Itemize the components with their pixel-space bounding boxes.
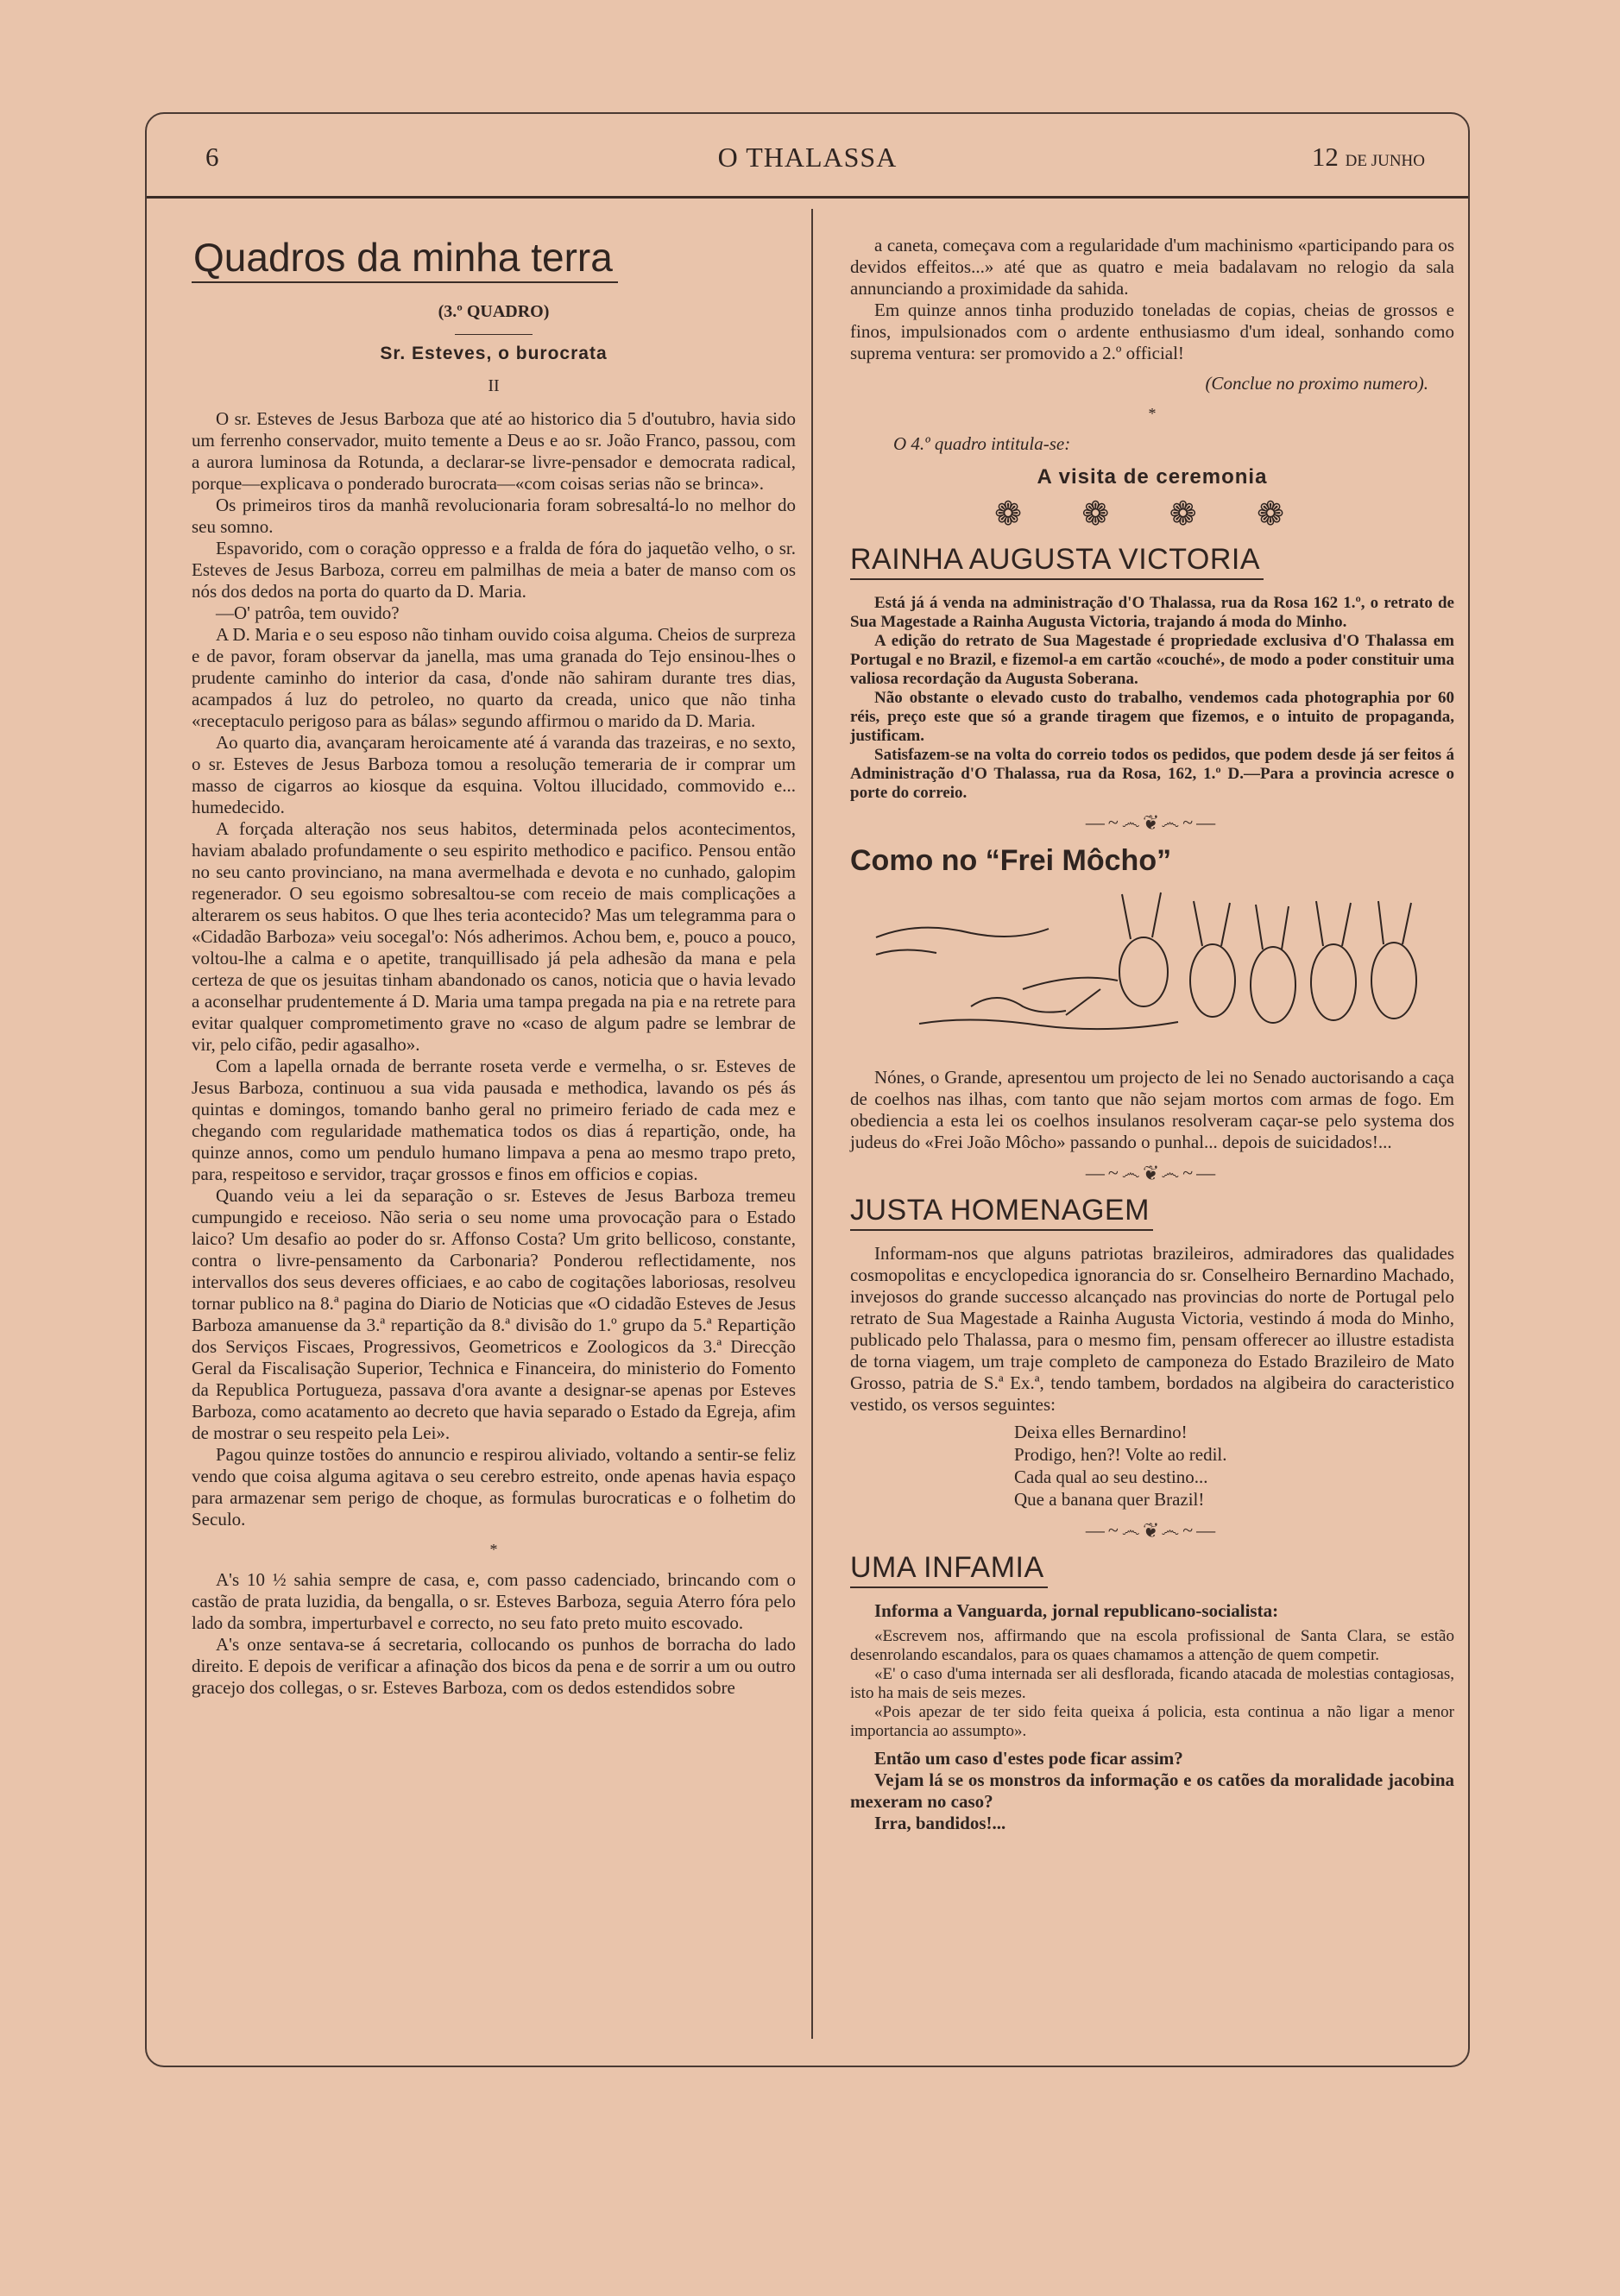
paragraph: Vejam lá se os monstros da informação e os catões da moralidade jacobina mexeram no caso? (850, 1769, 1454, 1812)
flower-ornaments: ❁ ❁ ❁ ❁ (994, 496, 1310, 533)
section-title-rainha: RAINHA AUGUSTA VICTORIA (850, 542, 1264, 580)
ornament-divider: —~෴❦෴~— (1085, 811, 1220, 833)
paragraph: Espavorido, com o coração oppresso e a fralda de fóra do jaquetão velho, o sr. Esteves de Jesus Barboza, correu em palmilhas de meia a bater de manso com os nós dos dedos na porta do quarto da D. Maria. (192, 538, 796, 602)
rabbits-illustration (867, 886, 1437, 1058)
paragraph: «E' o caso d'uma internada ser ali desflorada, ficando atacada de molestias contagiosas, isto ha mais de seis mezes. (850, 1665, 1454, 1702)
poem-line: Cada qual ao seu destino... (1014, 1467, 1208, 1487)
frei-body: Nónes, o Grande, apresentou um projecto de lei no Senado auctorisando a caça de coelhos nas ilhas, com tanto que não sejam mortos com armas de fogo. Em obediencia a esta lei os coelhos insulanos resolveram caçar-se pelo systema dos judeus do «Frei João Môcho» passando o punhal... depois de suicidados!... (850, 1067, 1454, 1152)
rainha-body (850, 594, 1454, 803)
paragraph: Pagou quinze tostões do annuncio e respirou aliviado, voltando a sentir-se feliz vendo que coisa alguma agitava o seu cerebro estreito, onde apenas havia espaço para armazenar sem perigo de choque, as formulas burocraticas e o folhetim do Seculo. (192, 1444, 796, 1530)
paragraph: Satisfazem-se na volta do correio todos os pedidos, que podem desde já ser feitos á Administração d'O Thalassa, rua da Rosa, 162, 1.º D.—Para a provincia acresce o porte do correio. (850, 746, 1454, 802)
section-title-justa: JUSTA HOMENAGEM (850, 1193, 1153, 1231)
page-number: 6 (205, 142, 219, 172)
ornament-divider-2: —~෴❦෴~— (1085, 1162, 1220, 1183)
issue-date-month: DE JUNHO (1345, 152, 1425, 170)
left-column (192, 235, 796, 1699)
paragraph: Está já á venda na administração d'O Thalassa, rua da Rosa 162 1.º, o retrato de Sua Magestade a Rainha Augusta Victoria, trajando á moda do Minho. (850, 594, 1454, 631)
paragraph: Em quinze annos tinha produzido toneladas de copias, cheias de grossos e finos, impulsionados com o ardente enthusiasmo d'um ideal, sonhando como suprema ventura: ser promovido a 2.º official! (850, 300, 1454, 363)
ornament-divider-3: —~෴❦෴~— (1085, 1519, 1220, 1541)
paragraph: «Pois apezar de ter sido feita queixa á policia, esta continua a não ligar a menor importancia ao assumpto». (850, 1703, 1454, 1740)
newspaper-page (145, 112, 1470, 2067)
section-title-frei: Como no “Frei Môcho” (850, 844, 1172, 877)
paragraph: A's 10 ½ sahia sempre de casa, e, com passo cadenciado, brincando com o castão de prata luzidia, da bengalla, o sr. Esteves Barboza, seguia Aterro fóra pelo lado da sombra, imperturbavel e correcto, no seu fato preto muito escovado. (192, 1569, 796, 1633)
short-rule (455, 334, 533, 335)
paragraph: Quando veiu a lei da separação o sr. Esteves de Jesus Barboza tremeu cumpungido e receioso. Não seria o seu nome uma provocação para o Estado laico? Um desafio ao poder do sr. Affonso Costa? Um grito bellicoso, constante, contra o livre-pensamento da Carbonaria? Ponderou reflectidamente, nos intervallos dos seus deveres officiaes, e ao cabo de cogitações laboriosas, resolveu tornar publico na 8.ª pagina do Diario de Noticias que «O cidadão Esteves de Jesus Barboza amanuense da 3.ª repartição da 8.ª divisão do 1.º grupo da 5.ª Repartição dos Serviços Fiscaes, Progressivos, Geometricos e Zoologicos da 3.ª Direcção Geral da Fiscalisação Superior, Technica e Financeira, do ministerio do Fomento da Republica Portugueza, passava d'ora avante a designar-se apenas por Esteves Barboza, como acatamento ao decreto que havia separado o Estado da Egreja, afim de mostrar o seu respeito pela Lei». (192, 1185, 796, 1443)
column-divider (811, 209, 813, 2039)
to-be-continued: (Conclue no proximo numero). (1205, 373, 1428, 394)
article-body-continued (192, 1569, 796, 1699)
paragraph: —O' patrôa, tem ouvido? (216, 602, 400, 623)
poem-line: Que a banana quer Brazil! (1014, 1489, 1205, 1510)
paragraph: A's onze sentava-se á secretaria, collocando os punhos de borracha do lado direito. E depois de verificar a afinação dos bicos da pena e de sorrir a um ou outro gracejo dos collegas, o sr. Esteves Barboza, com os dedos estendidos sobre (192, 1634, 796, 1698)
poem-line: Prodigo, hen?! Volte ao redil. (1014, 1444, 1227, 1465)
infamia-intro: Informa a Vanguarda, jornal republicano-socialista: (874, 1600, 1279, 1621)
section-star: * (489, 1541, 498, 1558)
article-title: Quadros da minha terra (192, 235, 618, 283)
paragraph: «Escrevem nos, affirmando que na escola profissional de Santa Clara, se estão desenrolando escandalos, para os quaes chamamos a attenção de quem competir. (850, 1627, 1454, 1664)
section-title-infamia: UMA INFAMIA (850, 1550, 1048, 1588)
paragraph: A forçada alteração nos seus habitos, determinada pelos acontecimentos, haviam abalado profundamente o seu espirito methodico e pacifico. Pensou então no seu canto provinciano, na mana avermelhada e devota e no cunhado, galopim regenerador. O seu egoismo sobresaltou-se com receio de mais complicações a alterarem os seus habitos. O que lhes teria acontecido? Mas um telegramma para o «Cidadão Barboza» veiu socegal'o: Nós adherimos. Achou bem, e, pouco a pouco, voltou-lhe a calma e o apetite, tranquillisado já pela adhesão da mana e pela certeza de que os jesuitas tinham abandonado os canos, noticia que o havia levado a aconselhar prudentemente á D. Maria uma tampa pregada na pia e na retrete para evitar qualquer comprometimento grave no «caso de algum padre se lembrar de vir, pelo cifão, pedir agasalho». (192, 818, 796, 1055)
issue-date-day: 12 (1311, 142, 1339, 172)
poem-line: Deixa elles Bernardino! (1014, 1422, 1188, 1442)
justa-poem (1014, 1421, 1454, 1511)
paragraph: Irra, bandidos!... (874, 1813, 1006, 1833)
paragraph: a caneta, começava com a regularidade d'um machinismo «participando para os devidos effeitos...» até que as quatro e meia badalavam no relogio da sala annunciando a proximidade da sahida. (850, 235, 1454, 299)
article-body (192, 408, 796, 1530)
paragraph: Os primeiros tiros da manhã revolucionaria foram sobresaltá-lo no melhor do seu somno. (192, 495, 796, 537)
article-subtitle: Sr. Esteves, o burocrata (380, 344, 608, 363)
paragraph: Ao quarto dia, avançaram heroicamente até á varanda das trazeiras, e no sexto, o sr. Esteves de Jesus Barboza tomou a resolução temeraria de ir comprar um masso de cigarros ao kiosque da esquina. Voltou illucidado, commovido e... humedecido. (192, 732, 796, 817)
paragraph: A D. Maria e o seu esposo não tinham ouvido coisa alguma. Cheios de surpreza e de pavor, foram observar da janella, mas uma granada do Tejo ensinou-lhes o prudente caminho do interior da casa, d'onde não sahiram durante tres dias, acampados á luz do petroleo, no quarto da creada, unico que não tinha «receptaculo perigoso para as bálas» segundo affirmou o marido da D. Maria. (192, 624, 796, 731)
paragraph: A edição do retrato de Sua Magestade é propriedade exclusiva d'O Thalassa em Portugal e no Brazil, e fizemol-a em cartão «couché», de modo a poder constituir uma valiosa recordação da Augusta Soberana. (850, 632, 1454, 688)
paragraph: Com a lapella ornada de berrante roseta verde e vermelha, o sr. Esteves de Jesus Barboza, continuou a sua vida pausada e methodica, lavando os pés ás quintas e domingos, tomando banho geral no primeiro feriado de cada mez e chegando com regularidade mathematica todos os dias á repartição, onde, ha quinze annos, como um pendulo humano limpava a pena ao mesmo trapo preto, para, respeitoso e servidor, traçar grossos e finos em officios e copias. (192, 1056, 796, 1184)
quadro-number: (3.º QUADRO) (438, 302, 550, 321)
page-header (147, 114, 1468, 199)
section-star-right: * (1148, 405, 1157, 422)
newspaper-title: O THALASSA (717, 142, 898, 173)
paragraph: Então um caso d'estes pode ficar assim? (874, 1748, 1183, 1769)
right-column (850, 235, 1454, 1834)
paragraph: Não obstante o elevado custo do trabalho, vendemos cada photographia por 60 réis, preço este que só a grande tiragem que fizemos, e o intuito de propaganda, justificam. (850, 689, 1454, 745)
article-continuation (850, 235, 1454, 364)
next-quadro-label: O 4.º quadro intitula-se: (893, 433, 1071, 454)
issue-date (1312, 142, 1425, 173)
infamia-quotes (850, 1627, 1454, 1741)
justa-body: Informam-nos que alguns patriotas brazileiros, admiradores das qualidades cosmopolitas e encyclopedica ignorancia do sr. Conselheiro Bernardino Machado, invejosos do grande successo alcançado nas provincias do norte de Portugal pelo retrato de Sua Magestade a Rainha Augusta Victoria, vestindo á moda do Minho, publicado pelo Thalassa, para o mesmo fim, pensam offerecer ao illustre estadista de torna viagem, um traje completo de camponeza do Estado Brazileiro de Mato Grosso, patria de S.ª Ex.ª, tendo tambem, bordados na algibeira do caracteristico vestido, os versos seguintes: (850, 1243, 1454, 1415)
next-quadro-title: A visita de ceremonia (1037, 465, 1268, 489)
part-numeral: II (488, 376, 500, 395)
infamia-closing (850, 1748, 1454, 1834)
paragraph: O sr. Esteves de Jesus Barboza que até ao historico dia 5 d'outubro, havia sido um ferrenho conservador, muito temente a Deus e ao sr. João Franco, passou, com a aurora luminosa da Rotunda, a declarar-se livre-pensador e democrata radical, porque—explicava o ponderado burocrata—«com coisas serias não se brinca». (192, 408, 796, 494)
